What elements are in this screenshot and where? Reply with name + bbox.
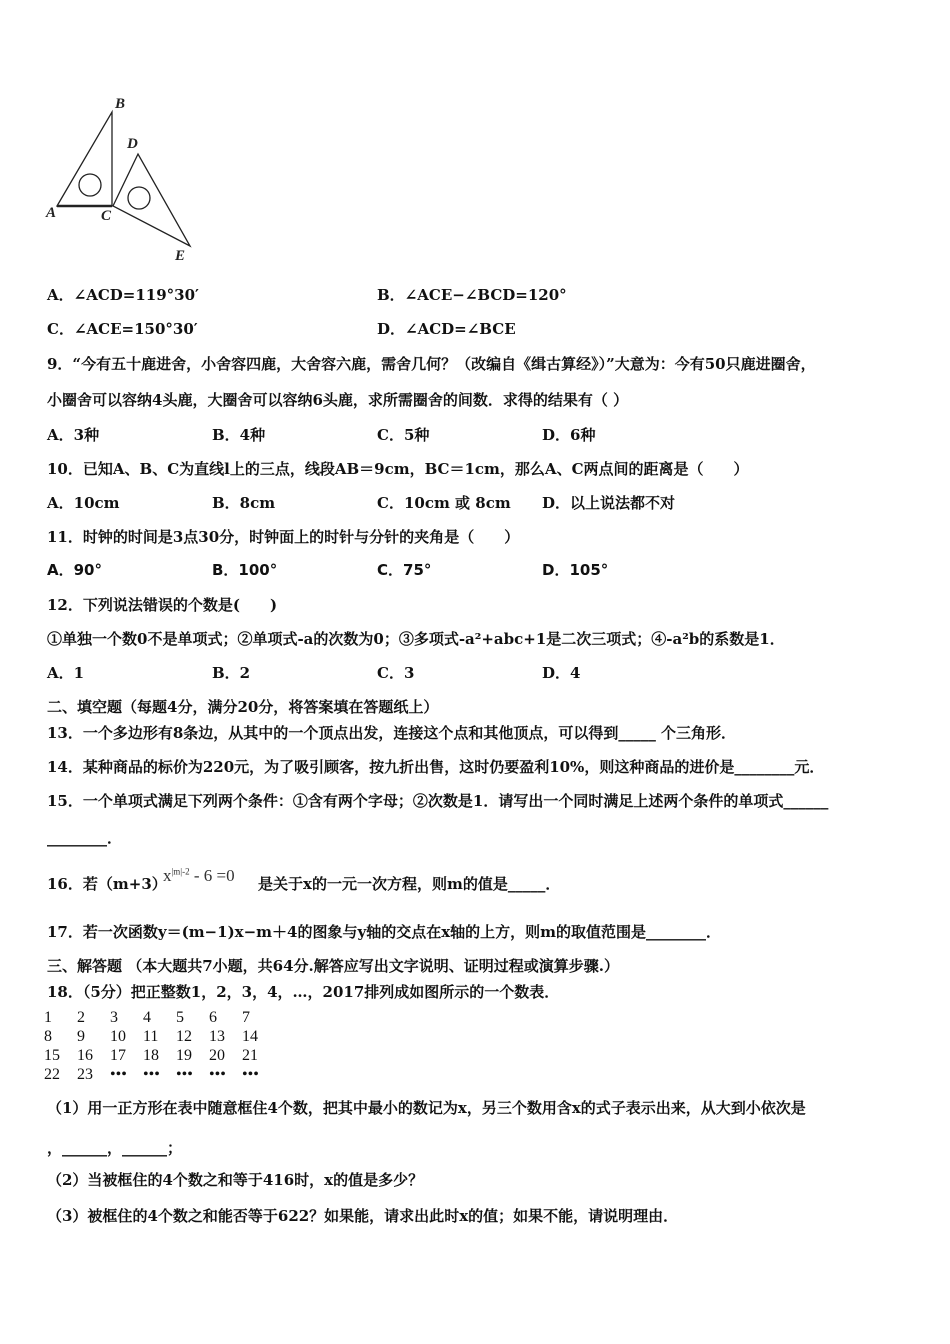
q11-option-c: C．75° bbox=[377, 561, 432, 579]
number-table-cell: 8 bbox=[44, 1028, 52, 1045]
number-table-cell: ••• bbox=[143, 1066, 160, 1083]
number-table-cell: 22 bbox=[44, 1066, 60, 1083]
q17: 17．若一次函数y＝(m−1)x−m＋4的图象与y轴的交点在x轴的上方，则m的取值范围是________． bbox=[47, 923, 722, 941]
q18-stem: 18．（5分）把正整数1，2，3，4，…，2017排列成如图所示的一个数表． bbox=[47, 983, 560, 1001]
number-table-cell: 14 bbox=[242, 1028, 258, 1045]
q9-stem-cont: 小圈舍可以容纳4头鹿，大圈舍可以容纳6头鹿，求所需圈舍的间数．求得的结果有（ ） bbox=[47, 391, 629, 409]
number-table-cell: 10 bbox=[110, 1028, 126, 1045]
number-table-cell: 17 bbox=[110, 1047, 126, 1064]
number-table-cell: ••• bbox=[110, 1066, 127, 1083]
q9-stem: 9．“今有五十鹿进舍，小舍容四鹿，大舍容六鹿，需舍几何？（改编自《缉古算经》）”大意为：今有50只鹿进圈舍， bbox=[47, 355, 816, 373]
q10-option-b: B．8cm bbox=[212, 494, 276, 512]
number-table-row bbox=[44, 1008, 275, 1027]
q15: 15．一个单项式满足下列两个条件：①含有两个字母；②次数是1．请写出一个同时满足上述两个条件的单项式______ bbox=[47, 792, 829, 810]
number-table-row bbox=[44, 1027, 275, 1046]
q12-statements: ①单独一个数0不是单项式；②单项式-a的次数为0；③多项式-a²+abc+1是二次三项式；④-a²b的系数是1． bbox=[47, 630, 785, 648]
number-table-cell: 13 bbox=[209, 1028, 225, 1045]
number-table-cell: 1 bbox=[44, 1009, 52, 1026]
number-table-cell: 23 bbox=[77, 1066, 93, 1083]
q10-option-d: D．以上说法都不对 bbox=[542, 494, 676, 512]
q11-option-b: B．100° bbox=[212, 561, 278, 579]
q12-option-c: C．3 bbox=[377, 664, 415, 682]
q11-option-d: D．105° bbox=[542, 561, 609, 579]
q12-option-b: B．2 bbox=[212, 664, 251, 682]
number-table-cell: ••• bbox=[242, 1066, 259, 1083]
number-table-cell: 19 bbox=[176, 1047, 192, 1064]
number-table-cell: 18 bbox=[143, 1047, 159, 1064]
label-e: E bbox=[175, 248, 186, 264]
number-table-cell: 5 bbox=[176, 1009, 184, 1026]
q13: 13．一个多边形有8条边，从其中的一个顶点出发，连接这个点和其他顶点，可以得到_____ 个三角形． bbox=[47, 724, 737, 742]
q16-equation: $x^{|m|-2} - 6 =0$ bbox=[163, 866, 235, 885]
q10-stem: 10．已知A、B、C为直线l上的三点，线段AB＝9cm，BC＝1cm，那么A、C两点间的距离是（ ） bbox=[47, 460, 749, 478]
number-table-cell: 20 bbox=[209, 1047, 225, 1064]
q18-part1: （1）用一正方形在表中随意框住4个数，把其中最小的数记为x，另三个数用含x的式子表示出来，从大到小依次是 bbox=[47, 1099, 806, 1117]
number-table-cell: 2 bbox=[77, 1009, 85, 1026]
q18-part3: （3）被框住的4个数之和能否等于622？如果能，请求出此时x的值；如果不能，请说明理由． bbox=[47, 1207, 679, 1225]
number-table-cell: 16 bbox=[77, 1047, 93, 1064]
q14: 14．某种商品的标价为220元，为了吸引顾客，按九折出售，这时仍要盈利10%，则这种商品的进价是________元． bbox=[47, 758, 825, 776]
number-table-cell: 6 bbox=[209, 1009, 217, 1026]
triangle-figure bbox=[40, 90, 240, 270]
number-table-cell: 3 bbox=[110, 1009, 118, 1026]
q9-option-b: B．4种 bbox=[212, 426, 266, 444]
q18-part2: （2）当被框住的4个数之和等于416时，x的值是多少？ bbox=[47, 1171, 424, 1189]
label-a: A bbox=[46, 205, 57, 221]
number-table-row bbox=[44, 1046, 275, 1065]
q12-option-a: A．1 bbox=[47, 664, 85, 682]
q15-cont: ________． bbox=[47, 829, 123, 847]
label-d: D bbox=[127, 136, 138, 152]
q16-prefix: 16．若（m+3） bbox=[47, 875, 167, 893]
q8-option-a: A．∠ACD=119°30′ bbox=[47, 286, 199, 304]
q12-option-d: D．4 bbox=[542, 664, 581, 682]
number-table-cell: 4 bbox=[143, 1009, 151, 1026]
q8-option-d: D．∠ACD=∠BCE bbox=[377, 320, 516, 338]
number-table-cell: 7 bbox=[242, 1009, 250, 1026]
q16-suffix: 是关于x的一元一次方程，则m的值是_____． bbox=[258, 875, 561, 893]
q9-option-d: D．6种 bbox=[542, 426, 596, 444]
number-table-cell: 11 bbox=[143, 1028, 159, 1045]
number-table-cell: ••• bbox=[176, 1066, 193, 1083]
q10-option-a: A．10cm bbox=[47, 494, 120, 512]
q10-option-c: C．10cm 或 8cm bbox=[377, 494, 511, 512]
q9-option-a: A．3种 bbox=[47, 426, 100, 444]
label-b: B bbox=[115, 96, 126, 112]
q11-stem: 11．时钟的时间是3点30分，时钟面上的时针与分针的夹角是（ ） bbox=[47, 528, 520, 546]
number-table-cell: ••• bbox=[209, 1066, 226, 1083]
number-table-cell: 12 bbox=[176, 1028, 192, 1045]
q18-part1-blanks: ，______，______； bbox=[47, 1139, 183, 1157]
section-3-heading: 三、解答题 （本大题共7小题，共64分.解答应写出文字说明、证明过程或演算步骤.） bbox=[47, 957, 619, 975]
number-table-row bbox=[44, 1065, 275, 1084]
q9-option-c: C．5种 bbox=[377, 426, 430, 444]
label-c: C bbox=[101, 208, 112, 224]
q12-stem: 12．下列说法错误的个数是( ) bbox=[47, 596, 278, 614]
q11-option-a: A．90° bbox=[47, 561, 102, 579]
number-table-cell: 21 bbox=[242, 1047, 258, 1064]
q8-option-b: B．∠ACE−∠BCD=120° bbox=[377, 286, 567, 304]
q8-option-c: C．∠ACE=150°30′ bbox=[47, 320, 198, 338]
section-2-heading: 二、填空题（每题4分，满分20分，将答案填在答题纸上） bbox=[47, 698, 439, 716]
number-table-cell: 15 bbox=[44, 1047, 60, 1064]
number-table-cell: 9 bbox=[77, 1028, 85, 1045]
number-table bbox=[44, 1008, 275, 1084]
